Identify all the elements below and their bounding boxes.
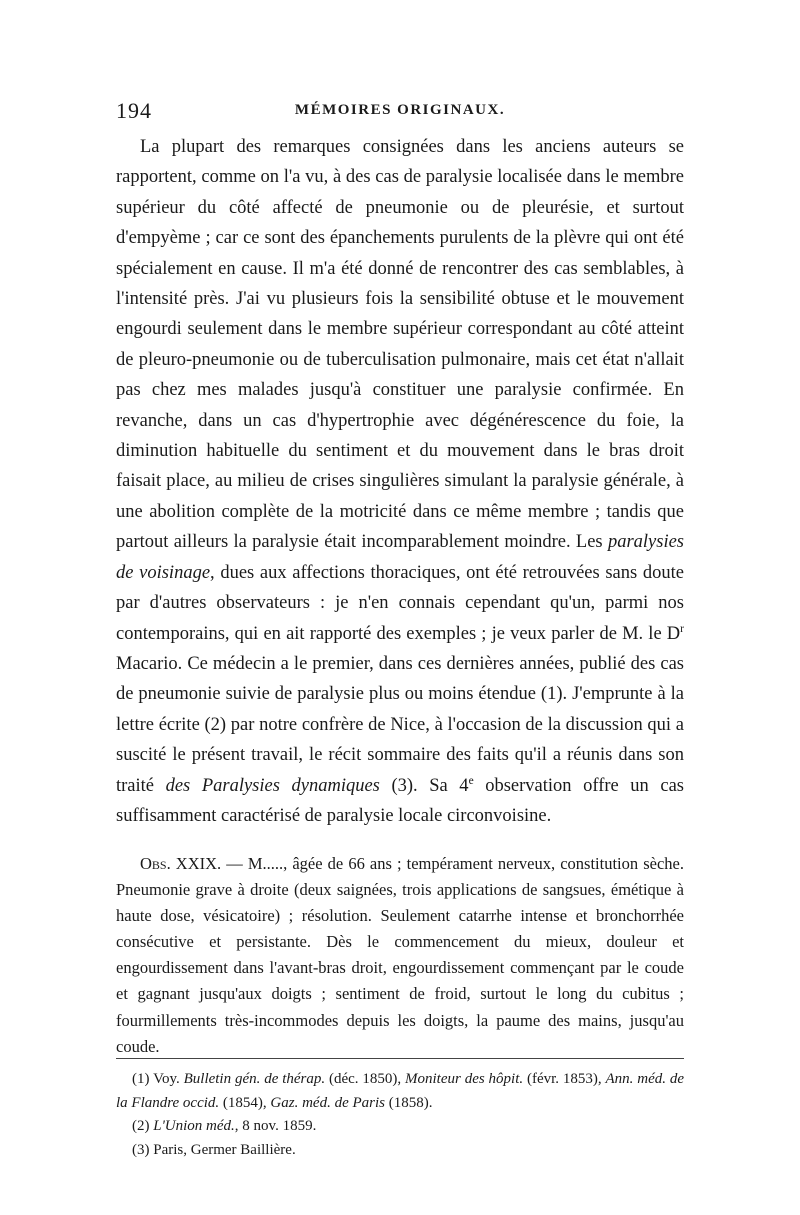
observation-paragraph <box>116 851 684 1060</box>
observation-block <box>116 851 684 1060</box>
text-run: (2) <box>132 1118 150 1134</box>
italic-phrase: Gaz. méd. de Paris <box>270 1094 385 1111</box>
running-head: MÉMOIRES ORIGINAUX. <box>294 102 506 118</box>
text-run: Macario. Ce médecin a le premier, dans ces dernières années, publié des cas de pneumonie suivie de paralysie plus ou moins étendue (1). J'emprunte à la lettre écrite (2) par notre confrère de Nice, à l'occasion de la discussion qui a suscité le présent travail, le récit sommaire des faits qu'il a réunis dans son traité <box>116 653 684 796</box>
footnote-divider <box>116 1058 684 1059</box>
italic-phrase: Bulletin gén. de thérap. <box>183 1071 326 1087</box>
italic-phrase: L'Union méd. <box>153 1118 235 1134</box>
text-run: (févr. 1853), <box>523 1071 602 1087</box>
italic-phrase: paralysies de voisinage <box>116 532 684 583</box>
text-run: (1858). <box>385 1094 433 1111</box>
text-run: La plupart des remarques consignées dans les anciens auteurs se rapportent, comme on l'a vu, à des cas de paralysie localisée dans le membre supérieur du côté affecté de pneumonie ou de pleurésie, et surtout d'empyème ; car ce sont des épanchements purulents de la plèvre qui ont été spécialement en cause. Il m'a été donné de rencontrer des cas semblables, à l'intensité près. J'ai vu plusieurs fois la sensibilité obtuse et le mouvement engourdi seulement dans le membre supérieur correspondant au côté atteint de pleuro-pneumonie ou de tuberculisation pulmonaire, mais cet état n'allait pas chez mes malades jusqu'à constituer une paralysie confirmée. En revanche, dans un cas d'hypertrophie avec dégénérescence du foie, la diminution habituelle du sentiment et du mouvement dans le bras droit faisait place, au milieu de crises singulières simulant la paralysie générale, à une abolition complète de la motricité dans ce même membre ; tandis que partout ailleurs la paralysie était incomparablement moindre. Les <box>116 137 684 553</box>
observation-text: — M....., âgée de 66 ans ; tempérament nerveux, constitution sèche. Pneumonie grave à droite (deux saignées, trois applications de sangsues, émétique à haute dose, vésicatoire) ; résolution. Seulement catarrhe intense et bronchorrhée consécutive et persistante. Dès le commencement du mieux, douleur et engourdissement dans l'avant-bras droit, engourdissement commençant par le coude et gagnant jusqu'aux doigts ; sentiment de froid, surtout le long du cubitus ; fourmillements très-incommodes depuis les doigts, la paume des mains, jusqu'au coude. <box>116 854 684 1056</box>
italic-phrase: des Paralysies dynamiques <box>165 775 380 796</box>
text-run: (déc. 1850), <box>325 1071 402 1087</box>
text-run: (1) Voy. <box>132 1071 180 1087</box>
footnotes <box>116 1068 684 1162</box>
text-run: (1854), <box>219 1094 267 1111</box>
footnote-3: (3) Paris, Germer Baillière. <box>132 1141 296 1158</box>
superscript: r <box>680 622 684 635</box>
text-run: , 8 nov. 1859. <box>234 1118 317 1134</box>
observation-label: Obs. XXIX. <box>140 854 222 873</box>
italic-phrase: Moniteur des hôpit. <box>405 1071 524 1087</box>
page-number: 194 <box>116 98 152 123</box>
footnote-1 <box>116 1068 684 1115</box>
italic-phrase: Ann. méd. de la Flandre occid. <box>116 1071 685 1111</box>
body-paragraph <box>116 132 684 831</box>
main-text <box>116 132 684 831</box>
text-run: (3). Sa 4 <box>379 775 469 796</box>
text-run: observation offre un cas suffisamment caractérisé de paralysie locale circonvoisine. <box>116 775 684 826</box>
text-run: , dues aux affections thoraciques, ont été retrouvées sans doute par d'autres observateurs : je n'en connais cependant qu'un, parmi nos contemporains, qui en ait rapporté des exemples ; je veux parler de M. le D <box>116 562 684 644</box>
page-header <box>116 98 684 124</box>
footnote-2 <box>116 1115 684 1139</box>
superscript: e <box>468 774 474 787</box>
